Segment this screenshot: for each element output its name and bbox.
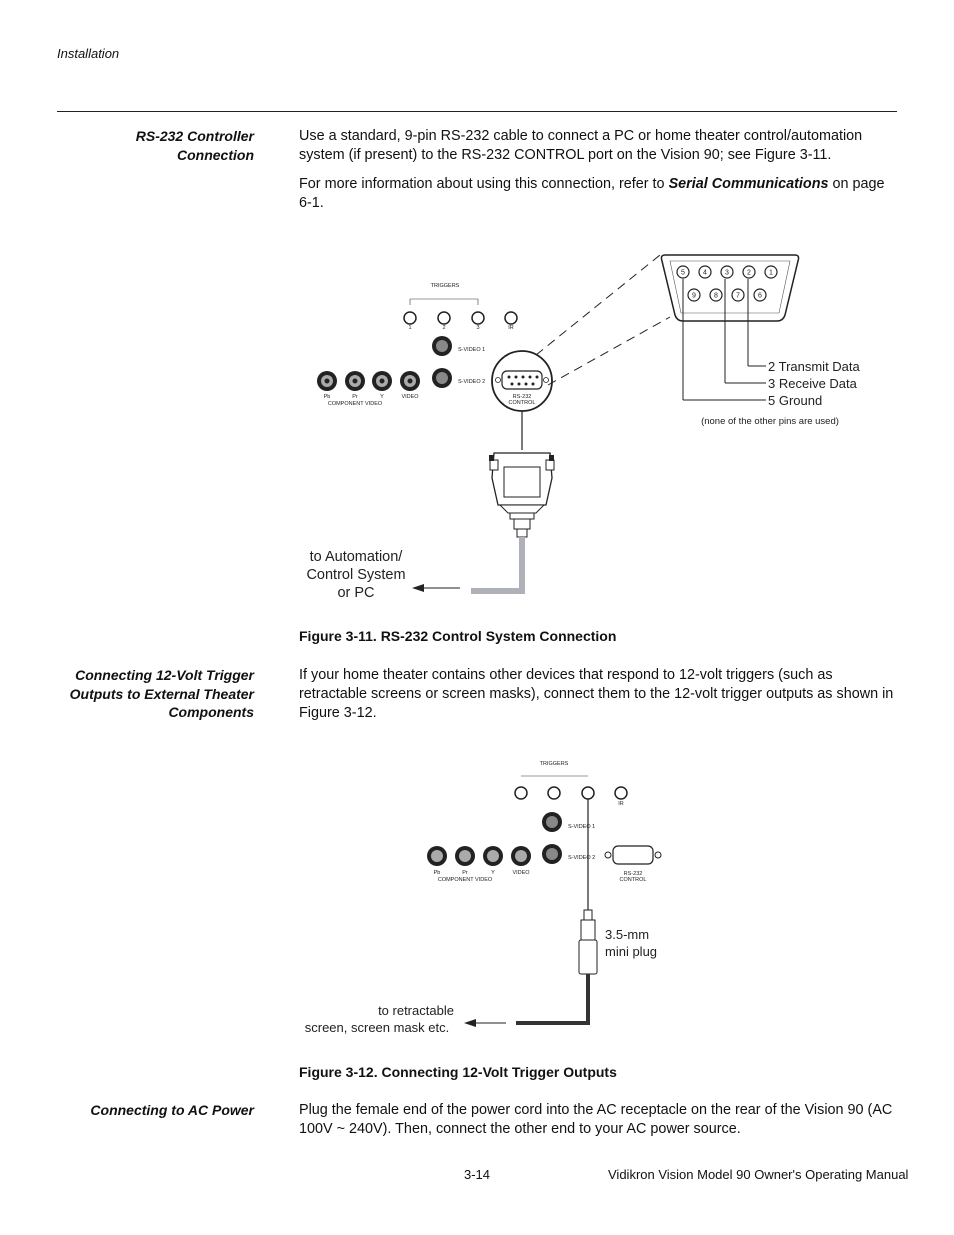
svg-text:S-VIDEO 2: S-VIDEO 2 (568, 855, 596, 861)
svg-text:VIDEO: VIDEO (512, 870, 530, 876)
manual-title: Vidikron Vision Model 90 Owner's Operating Manual (608, 1167, 909, 1182)
svg-text:Control System: Control System (306, 567, 406, 583)
pin-label-receive: 3 Receive Data (768, 376, 857, 391)
paragraph: For more information about using this connection, refer to Serial Communications on page 6-1. (299, 176, 885, 211)
cross-reference: Serial Communications (668, 176, 829, 192)
svg-text:1: 1 (408, 325, 412, 331)
svg-text:IR: IR (508, 325, 514, 331)
db9-pin-number: 9 (692, 292, 696, 300)
paragraph: Plug the female end of the power cord into the AC receptacle on the rear of the Vision 90 (AC 100V ~ 240V). Then, connect the other end to your AC power source. (299, 1102, 893, 1137)
paragraph: If your home theater contains other devices that respond to 12-volt triggers (such as retractable screens or screen masks), connect them to the 12-volt trigger outputs as shown in Figure 3-12. (299, 667, 894, 721)
plug-label: mini plug (605, 944, 658, 959)
page-number: 3-14 (464, 1167, 491, 1182)
trigger-jacks (404, 283, 517, 331)
svg-text:RS-232: RS-232 (623, 871, 643, 877)
section-body-ac-power (299, 1101, 899, 1149)
header-rule (57, 111, 897, 112)
section-body-triggers (299, 666, 899, 733)
svg-text:IR: IR (618, 801, 624, 807)
svg-text:Pr: Pr (352, 394, 358, 400)
paragraph: Use a standard, 9-pin RS-232 cable to connect a PC or home theater control/automation system (if present) to the RS-232 CONTROL port on the Vision 90; see Figure 3-11. (299, 128, 863, 163)
svg-text:RS-232: RS-232 (512, 394, 532, 400)
svg-text:Pb: Pb (433, 870, 441, 876)
svg-text:CONTROL: CONTROL (508, 400, 536, 406)
db9-pin-number: 6 (758, 292, 762, 300)
pin-label-ground: 5 Ground (768, 393, 823, 408)
svg-text:Pb: Pb (323, 394, 331, 400)
rs232-port-magnified (492, 351, 552, 411)
running-header: Installation (57, 46, 120, 61)
mini-plug-cable (464, 799, 597, 1027)
svg-text:Pr: Pr (462, 870, 468, 876)
svg-text:S-VIDEO 2: S-VIDEO 2 (458, 379, 486, 385)
svg-text:S-VIDEO 1: S-VIDEO 1 (568, 824, 596, 830)
pin-label-transmit: 2 Transmit Data (768, 359, 860, 374)
section-heading-triggers: Connecting 12-Volt Trigger Outputs to External Theater Components (69, 667, 254, 720)
figure-rs232-diagram (290, 235, 900, 605)
svg-text:TRIGGERS: TRIGGERS (539, 761, 569, 767)
svg-text:or PC: or PC (337, 585, 375, 601)
svg-text:VIDEO: VIDEO (401, 394, 419, 400)
destination-label (306, 549, 405, 601)
db9-pin-number: 8 (714, 292, 718, 300)
db9-pin-number: 1 (769, 269, 773, 277)
db9-pin-number: 2 (747, 269, 751, 277)
svg-text:COMPONENT VIDEO: COMPONENT VIDEO (437, 877, 493, 883)
svideo-jacks (432, 336, 485, 388)
svg-text:TRIGGERS: TRIGGERS (430, 283, 460, 289)
section-heading-ac-power: Connecting to AC Power (90, 1102, 254, 1118)
destination-label: screen, screen mask etc. (304, 1020, 450, 1035)
svg-text:S-VIDEO 1: S-VIDEO 1 (458, 347, 486, 353)
db9-pin-number: 5 (681, 269, 685, 277)
db9-connector-pinout (661, 255, 860, 427)
panel-jacks (427, 761, 661, 883)
figure-caption: Figure 3-12. Connecting 12-Volt Trigger Outputs (299, 1064, 617, 1080)
figure-caption: Figure 3-11. RS-232 Control System Connection (299, 628, 617, 644)
svg-text:Y: Y (380, 394, 384, 400)
pin-note: (none of the other pins are used) (701, 416, 839, 427)
db9-pin-number: 7 (736, 292, 740, 300)
svg-text:Y: Y (491, 870, 495, 876)
svg-text:3: 3 (476, 325, 480, 331)
section-body-rs232 (299, 127, 899, 223)
db9-pin-number: 3 (725, 269, 729, 277)
section-heading-rs232: RS-232 Controller Connection (135, 128, 254, 163)
figure-trigger-diagram (290, 745, 690, 1045)
plug-label: 3.5-mm (605, 927, 650, 942)
svg-text:COMPONENT VIDEO: COMPONENT VIDEO (327, 401, 383, 407)
svg-text:2: 2 (442, 325, 446, 331)
db9-pin-number: 4 (703, 269, 707, 277)
component-jacks (317, 371, 420, 407)
svg-text:to Automation/: to Automation/ (309, 549, 403, 565)
destination-label: to retractable (378, 1003, 454, 1018)
svg-text:CONTROL: CONTROL (619, 877, 647, 883)
db9-cable-plug (412, 411, 554, 592)
